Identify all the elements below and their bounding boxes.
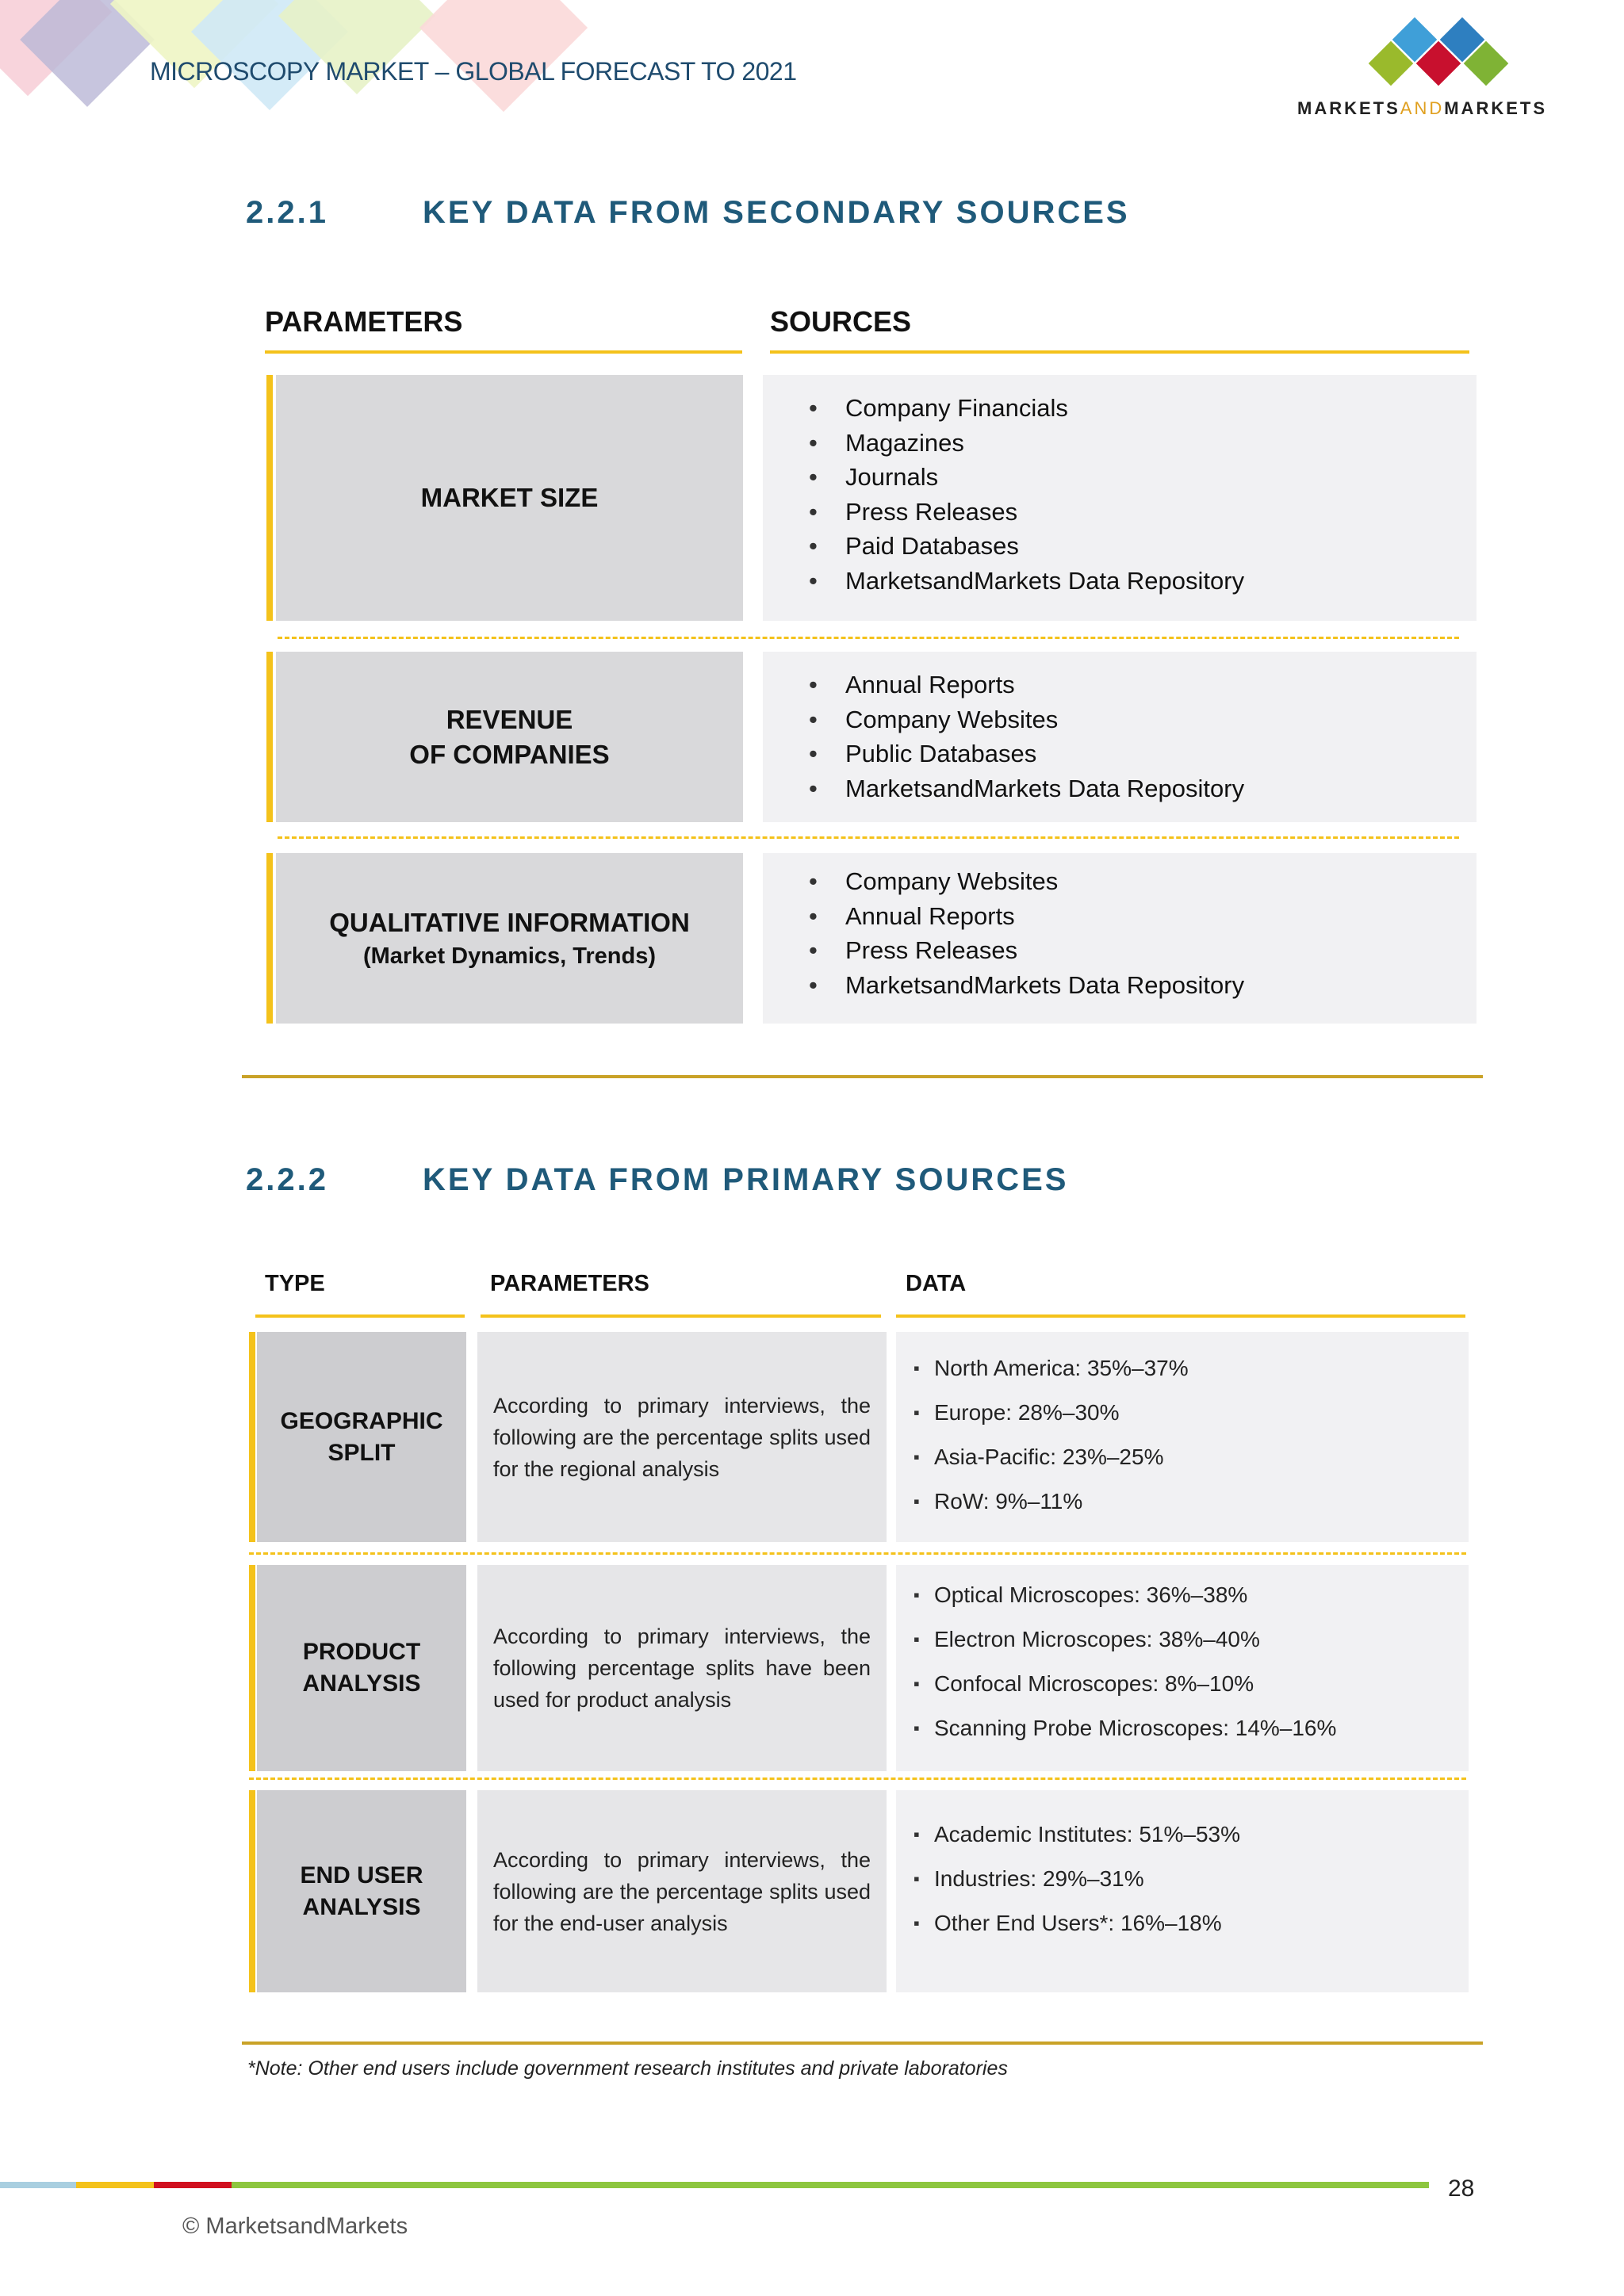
footer-color-bar — [232, 2182, 1429, 2188]
sources-list — [809, 391, 1244, 598]
type-label: ANALYSIS — [302, 1670, 421, 1697]
report-title: MICROSCOPY MARKET – GLOBAL FORECAST TO 2021 — [150, 57, 797, 86]
list-item: ▪ Confocal Microscopes: 8%–10% — [914, 1662, 1336, 1706]
list-item: ▪ RoW: 9%–11% — [914, 1479, 1189, 1524]
header-underline — [481, 1314, 881, 1318]
row-accent-bar — [249, 1332, 255, 1542]
list-item: ▪ Optical Microscopes: 36%–38% — [914, 1573, 1336, 1617]
parameter-label: OF COMPANIES — [409, 739, 610, 769]
header-underline — [265, 350, 742, 354]
description-cell — [477, 1565, 887, 1771]
data-cell — [896, 1565, 1469, 1771]
list-item: ▪ Academic Institutes: 51%–53% — [914, 1812, 1240, 1857]
list-item: • Press Releases — [809, 495, 1244, 530]
column-header-data: DATA — [906, 1271, 967, 1296]
section-title: KEY DATA FROM SECONDARY SOURCES — [423, 195, 1130, 230]
data-list — [914, 1812, 1240, 1946]
row-accent-bar — [249, 1565, 255, 1771]
footer-color-bar — [76, 2182, 154, 2188]
type-cell — [257, 1565, 466, 1771]
company-logo-text: MARKETSANDMARKETS — [1297, 98, 1548, 118]
description-text: According to primary interviews, the following are the percentage splits used for the regional analysis — [493, 1393, 871, 1481]
list-item: • Annual Reports — [809, 668, 1244, 702]
row-divider — [278, 637, 1459, 639]
row-accent-bar — [266, 375, 273, 621]
list-item: • MarketsandMarkets Data Repository — [809, 968, 1244, 1003]
list-item: ▪ Asia-Pacific: 23%–25% — [914, 1435, 1189, 1479]
data-list — [914, 1573, 1336, 1751]
description-cell — [477, 1332, 887, 1542]
parameter-cell — [276, 375, 743, 621]
parameter-label: REVENUE — [446, 704, 573, 734]
parameter-label: MARKET SIZE — [420, 483, 599, 512]
row-divider — [278, 836, 1459, 839]
sources-cell — [763, 853, 1477, 1024]
data-cell — [896, 1790, 1469, 1992]
type-label: END USER — [300, 1862, 423, 1888]
column-header-sources: SOURCES — [770, 305, 912, 338]
list-item: • Journals — [809, 460, 1244, 495]
row-accent-bar — [249, 1790, 255, 1992]
section-title: KEY DATA FROM PRIMARY SOURCES — [423, 1162, 1069, 1197]
column-header-parameters: PARAMETERS — [265, 305, 463, 338]
row-divider — [249, 1552, 1466, 1555]
header-underline — [255, 1314, 465, 1318]
type-cell — [257, 1332, 466, 1542]
description-cell — [477, 1790, 887, 1992]
list-item: ▪ North America: 35%–37% — [914, 1346, 1189, 1391]
parameter-cell — [276, 652, 743, 822]
list-item: • Paid Databases — [809, 529, 1244, 564]
list-item: • Company Websites — [809, 864, 1244, 899]
sources-list — [809, 864, 1244, 1002]
footer-color-bar — [154, 2182, 232, 2188]
list-item: • Press Releases — [809, 933, 1244, 968]
type-cell — [257, 1790, 466, 1992]
description-text: According to primary interviews, the following are the percentage splits used for the end-user analysis — [493, 1847, 871, 1935]
sources-cell — [763, 375, 1477, 621]
header-underline — [896, 1314, 1465, 1318]
type-label: SPLIT — [327, 1439, 396, 1466]
list-item: • Magazines — [809, 426, 1244, 461]
type-label: ANALYSIS — [302, 1893, 421, 1920]
data-cell — [896, 1332, 1469, 1542]
parameter-sublabel: (Market Dynamics, Trends) — [362, 943, 657, 969]
row-accent-bar — [266, 853, 273, 1024]
copyright: © MarketsandMarkets — [182, 2214, 408, 2239]
section-number: 2.2.1 — [246, 195, 328, 230]
footer-color-bar — [0, 2182, 76, 2188]
company-logo — [1364, 16, 1515, 95]
parameter-cell — [276, 853, 743, 1024]
header-underline — [770, 350, 1469, 354]
list-item: ▪ Europe: 28%–30% — [914, 1391, 1189, 1435]
list-item: • Public Databases — [809, 737, 1244, 771]
list-item: ▪ Other End Users*: 16%–18% — [914, 1901, 1240, 1946]
footnote: *Note: Other end users include government research institutes and private laboratories — [247, 2057, 1008, 2080]
sources-list — [809, 668, 1244, 806]
parameter-label: QUALITATIVE INFORMATION — [329, 907, 690, 937]
row-divider — [249, 1777, 1466, 1780]
column-header-parameters: PARAMETERS — [490, 1271, 649, 1296]
section-number: 2.2.2 — [246, 1162, 328, 1197]
section-bottom-rule — [242, 1075, 1483, 1078]
list-item: • MarketsandMarkets Data Repository — [809, 564, 1244, 599]
section-bottom-rule — [242, 2042, 1483, 2045]
type-label: PRODUCT — [302, 1639, 421, 1665]
list-item: • Company Financials — [809, 391, 1244, 426]
sources-cell — [763, 652, 1477, 822]
page-number: 28 — [1448, 2175, 1475, 2202]
list-item: • Annual Reports — [809, 899, 1244, 934]
list-item: • Company Websites — [809, 702, 1244, 737]
row-accent-bar — [266, 652, 273, 822]
data-list — [914, 1346, 1189, 1524]
type-label: GEOGRAPHIC — [280, 1407, 443, 1434]
list-item: ▪ Scanning Probe Microscopes: 14%–16% — [914, 1706, 1336, 1751]
list-item: ▪ Electron Microscopes: 38%–40% — [914, 1617, 1336, 1662]
list-item: • MarketsandMarkets Data Repository — [809, 771, 1244, 806]
description-text: According to primary interviews, the following percentage splits have been used for product analysis — [493, 1624, 871, 1712]
column-header-type: TYPE — [265, 1271, 325, 1296]
list-item: ▪ Industries: 29%–31% — [914, 1857, 1240, 1901]
